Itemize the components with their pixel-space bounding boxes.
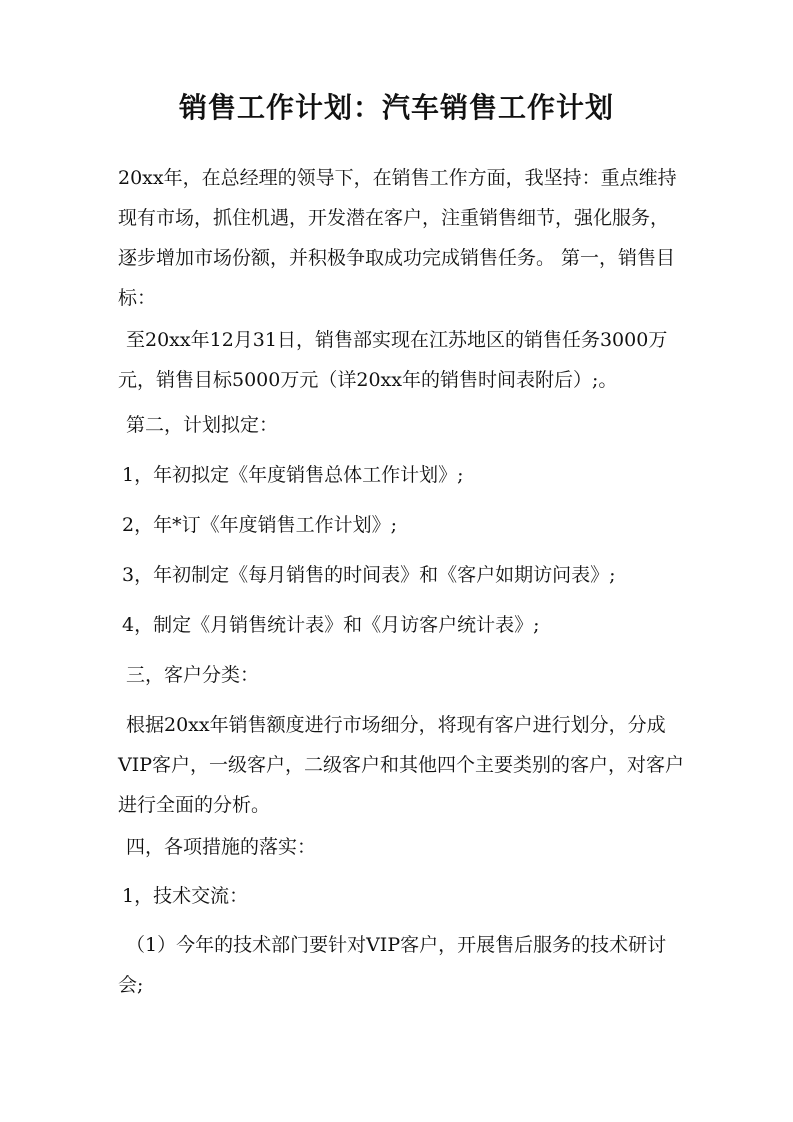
paragraph-sales-target: 至20xx年12月31日，销售部实现在江苏地区的销售任务3000万元，销售目标5000万元（详20xx年的销售时间表附后）;。 bbox=[118, 329, 668, 391]
list-item: 1，技术交流： bbox=[122, 885, 249, 907]
list-item: 2，年*订《年度销售工作计划》; bbox=[122, 514, 397, 536]
list-item: 4，制定《月销售统计表》和《月访客户统计表》; bbox=[122, 614, 540, 636]
page-title: 销售工作计划：汽车销售工作计划 bbox=[178, 91, 614, 124]
list-item: 1，年初拟定《年度销售总体工作计划》; bbox=[122, 464, 464, 486]
paragraph-measures-heading: 四，各项措施的落实： bbox=[126, 836, 317, 858]
paragraph-customer-classification: 根据20xx年销售额度进行市场细分，将现有客户进行划分，分成VIP客户，一级客户，二级客户和其他四个主要类别的客户，对客户进行全面的分析。 bbox=[118, 714, 685, 816]
paragraph-technical-seminar: （1）今年的技术部门要针对VIP客户，开展售后服务的技术研讨会; bbox=[118, 934, 667, 996]
paragraph-plan-heading: 第二，计划拟定： bbox=[126, 414, 279, 436]
paragraph-intro: 20xx年，在总经理的领导下，在销售工作方面，我坚持：重点维持现有市场，抓住机遇，开发潜在客户，注重销售细节，强化服务，逐步增加市场份额，并积极争取成功完成销售任务。 第一，销售目标： bbox=[118, 167, 677, 309]
paragraph-customer-heading: 三，客户分类： bbox=[126, 664, 260, 686]
list-item: 3，年初制定《每月销售的时间表》和《客户如期访问表》; bbox=[122, 564, 616, 586]
